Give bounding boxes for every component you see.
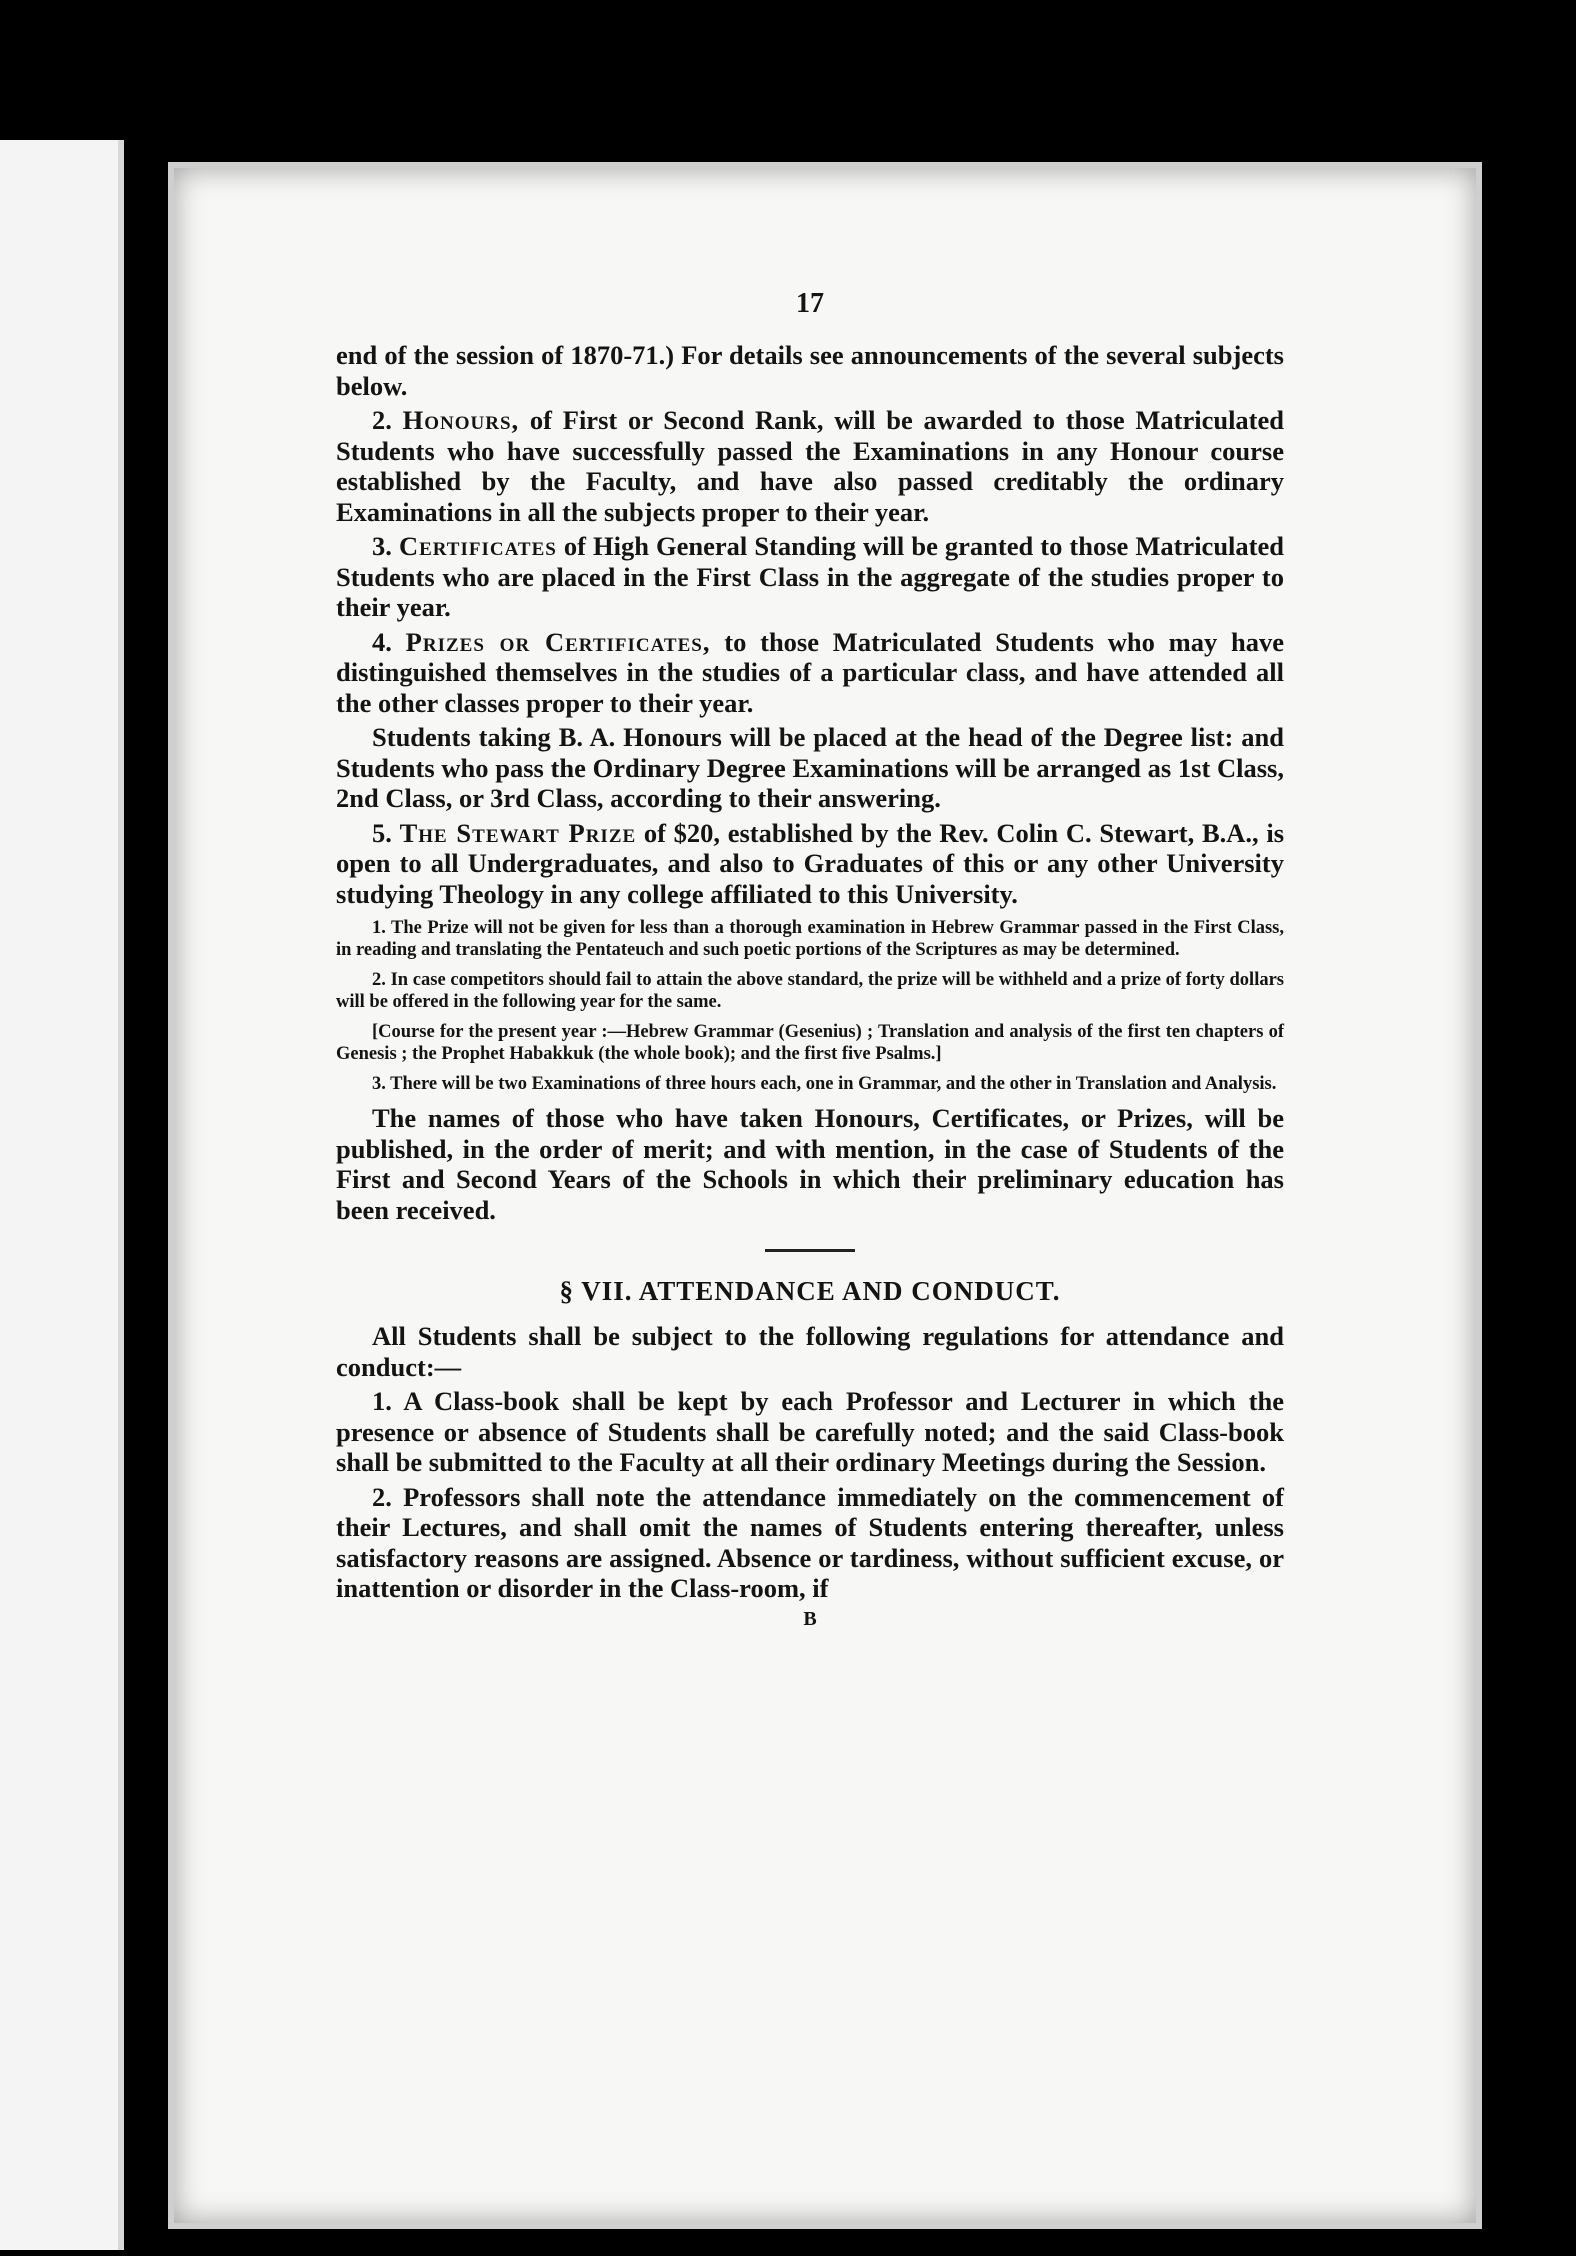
paragraph-ba-honours (336, 722, 1284, 814)
paragraph-text: of High General Standing will be granted to those Matriculated Students who are placed in the First Class in the aggregate of the studies proper to their year. (336, 531, 1284, 622)
paragraph-text: to those Matriculated Students who may have distinguished themselves in the studies of a particular class, and have attended all the other classes proper to their year. (336, 626, 1284, 718)
paragraph-text: Students taking B. A. Honours will be placed at the head of the Degree list: and Students who pass the Ordinary Degree Examinations will be arranged as 1st Class, 2nd Class, or 3rd Class, according to their answering. (336, 722, 1284, 813)
paragraph-keyword: Honours, (402, 405, 520, 435)
section-paragraph-class-book: 1. A Class-book shall be kept by each Professor and Lecturer in which the presence or absence of Students shall be carefully noted; and the said Class-book shall be submitted to the Faculty at all their ordinary Meetings during the Session. (336, 1386, 1284, 1477)
facing-page-edge (0, 140, 124, 2250)
page-text-block (336, 288, 1284, 1631)
paragraph-keyword: The Stewart Prize (399, 817, 637, 848)
paragraph-number: 4. (372, 626, 406, 657)
footnote-3: 3. There will be two Examinations of three hours each, one in Grammar, and the other in Translation and Analysis. (372, 1074, 1277, 1094)
section-paragraph-intro: All Students shall be subject to the following regulations for attendance and conduct:— (336, 1321, 1284, 1382)
paragraph-keyword: Prizes or Certificates, (405, 626, 711, 657)
section-heading: § VII. ATTENDANCE AND CONDUCT. (559, 1276, 1061, 1306)
page-number: 17 (796, 288, 824, 319)
paragraph-text: of First or Second Rank, will be awarded to those Matriculated Students who have successfully passed the Examinations in any Honour course established by the Faculty, and have also passed creditably the ordinary Examinations in all the subjects proper to their year. (336, 405, 1285, 527)
paragraph-continuation (336, 340, 1284, 401)
paragraph-keyword: Certificates (398, 531, 557, 561)
paragraph-text: of $20, established by the Rev. Colin C. Stewart, B.A., is open to all Undergraduates, and also to Graduates of this or any other University studying Theology in any college affiliated to this University. (336, 817, 1285, 909)
paragraph-certificates (336, 531, 1284, 623)
paragraph-honours (336, 405, 1284, 527)
paragraph-prizes (336, 627, 1284, 719)
signature-mark: B (803, 1607, 817, 1630)
footnote-2: 2. In case competitors should fail to attain the above standard, the prize will be withheld and a prize of forty dollars will be offered in the following year for the same. (336, 970, 1284, 1012)
paragraph-number: 3. (372, 531, 399, 561)
section-divider (765, 1249, 855, 1252)
footnote-course: [Course for the present year :—Hebrew Grammar (Gesenius) ; Translation and analysis of the first ten chapters of Genesis ; the Prophet Habakkuk (the whole book); and the first five Psalms.] (336, 1022, 1284, 1064)
paragraph-stewart-prize (336, 818, 1284, 910)
paragraph-number: 5. (372, 817, 400, 848)
paragraph-text: end of the session of 1870-71.) For details see announcements of the several subjects below. (336, 340, 1284, 401)
paragraph-number: 2. (372, 405, 403, 435)
paragraph-publication: The names of those who have taken Honours, Certificates, or Prizes, will be published, in the order of merit; and with mention, in the case of Students of the First and Second Years of the Schools in which their preliminary education has been received. (336, 1103, 1284, 1225)
footnote-1: 1. The Prize will not be given for less than a thorough examination in Hebrew Grammar passed in the First Class, in reading and translating the Pentateuch and such poetic portions of the Scriptures as may be determined. (336, 918, 1284, 960)
section-paragraph-attendance: 2. Professors shall note the attendance immediately on the commencement of their Lectures, and shall omit the names of Students entering thereafter, unless satisfactory reasons are assigned. Absence or tardiness, without sufficient excuse, or inattention or disorder in the Class-room, if (336, 1481, 1284, 1603)
scanned-page (168, 162, 1482, 2229)
